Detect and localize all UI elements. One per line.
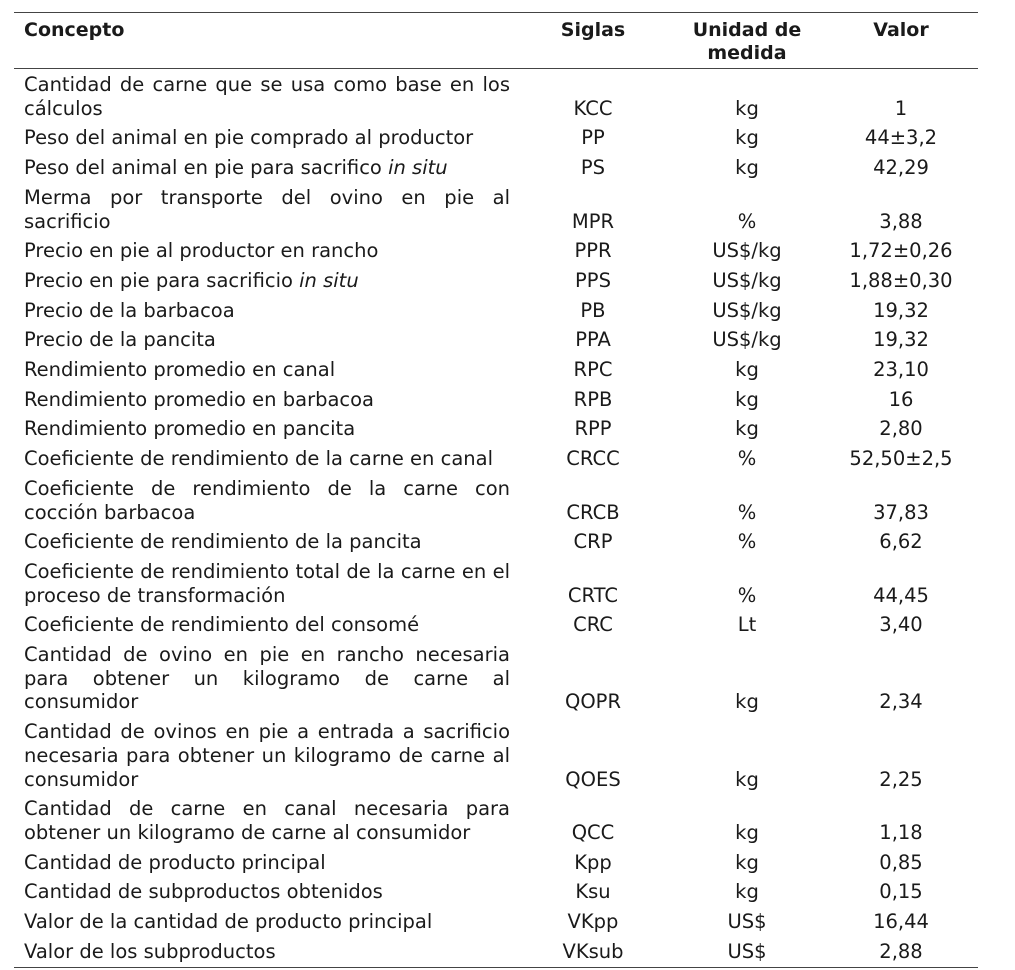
table-row xyxy=(14,183,978,236)
cell-unidad: kg xyxy=(735,820,759,844)
cell-siglas: Ksu xyxy=(575,880,611,904)
cell-unidad: % xyxy=(737,447,757,471)
cell-siglas: QOES xyxy=(565,767,621,791)
cell-valor: 2,34 xyxy=(879,690,923,714)
cell-valor: 1,72±0,26 xyxy=(849,239,953,263)
cell-siglas: PPR xyxy=(574,239,612,263)
cell-unidad: US$ xyxy=(727,939,767,963)
table-row xyxy=(14,907,978,937)
cell-siglas: RPP xyxy=(574,417,612,441)
table-row xyxy=(14,848,978,878)
cell-valor: 0,15 xyxy=(879,880,923,904)
table-row xyxy=(14,717,978,794)
cell-unidad: kg xyxy=(735,358,759,382)
cell-valor: 23,10 xyxy=(873,358,929,382)
cell-unidad: US$/kg xyxy=(712,328,782,352)
cell-siglas: PP xyxy=(581,126,605,150)
table-header xyxy=(14,13,978,69)
cell-siglas: PB xyxy=(580,298,606,322)
cell-concepto: Cantidad de ovino en pie en rancho necesaria para obtener un kilogramo de carne al consumidor xyxy=(24,643,510,714)
cell-valor: 1 xyxy=(894,96,908,120)
cell-unidad: kg xyxy=(735,387,759,411)
cell-unidad: US$/kg xyxy=(712,298,782,322)
cell-concepto: Precio de la barbacoa xyxy=(24,298,235,322)
cell-siglas: CRCC xyxy=(566,447,620,471)
cell-siglas: PPA xyxy=(575,328,611,352)
cell-valor: 42,29 xyxy=(873,156,929,180)
cell-concepto xyxy=(14,153,516,183)
cell-siglas: PS xyxy=(580,156,606,180)
cell-siglas: PPS xyxy=(575,268,611,292)
cell-valor: 37,83 xyxy=(873,500,929,524)
cell-unidad: kg xyxy=(735,850,759,874)
cell-unidad: % xyxy=(737,500,757,524)
cell-siglas: QOPR xyxy=(564,690,621,714)
cell-unidad: % xyxy=(737,583,757,607)
table-row xyxy=(14,474,978,527)
cell-valor: 2,88 xyxy=(879,939,923,963)
cell-valor: 1,88±0,30 xyxy=(849,268,953,292)
table-row xyxy=(14,266,978,296)
cell-unidad: Lt xyxy=(737,613,757,637)
cell-valor: 16,44 xyxy=(873,910,929,934)
cell-valor: 3,40 xyxy=(879,613,923,637)
concepto-text: Precio en pie para sacrificio xyxy=(24,268,300,292)
cell-siglas: KCC xyxy=(573,96,613,120)
cell-unidad: kg xyxy=(735,417,759,441)
cell-concepto: Coeficiente de rendimiento total de la carne en el proceso de transformación xyxy=(24,559,510,607)
cell-siglas: QCC xyxy=(571,820,615,844)
cell-valor: 52,50±2,5 xyxy=(849,447,953,471)
table-row xyxy=(14,444,978,474)
cell-unidad: kg xyxy=(735,96,759,120)
table-body xyxy=(14,69,978,968)
table-row xyxy=(14,610,978,640)
cell-siglas: RPB xyxy=(573,387,613,411)
header-unidad xyxy=(670,13,824,69)
cell-concepto: Cantidad de ovinos en pie a entrada a sacrificio necesaria para obtener un kilogramo de carne al consumidor xyxy=(24,720,510,791)
cell-concepto: Coeficiente de rendimiento de la carne con cocción barbacoa xyxy=(24,476,510,524)
cell-unidad: kg xyxy=(735,880,759,904)
cell-concepto: Cantidad de subproductos obtenidos xyxy=(24,880,383,904)
cell-valor: 0,85 xyxy=(879,850,923,874)
header-row xyxy=(14,13,978,69)
cell-valor: 2,25 xyxy=(879,767,923,791)
table-row xyxy=(14,236,978,266)
table-row xyxy=(14,153,978,183)
header-siglas: Siglas xyxy=(560,19,626,41)
cell-unidad: kg xyxy=(735,690,759,714)
cell-concepto: Peso del animal en pie comprado al productor xyxy=(24,126,474,150)
cell-siglas: MPR xyxy=(571,209,615,233)
cell-unidad: % xyxy=(737,209,757,233)
cell-siglas: CRTC xyxy=(567,583,619,607)
cell-unidad: % xyxy=(737,530,757,554)
parameters-table xyxy=(14,12,978,968)
cell-valor: 44±3,2 xyxy=(864,126,938,150)
cell-concepto: Rendimiento promedio en canal xyxy=(24,358,336,382)
cell-siglas: VKpp xyxy=(567,910,619,934)
table-row xyxy=(14,557,978,610)
header-concepto: Concepto xyxy=(24,19,125,41)
concepto-italic: in situ xyxy=(388,156,448,180)
cell-concepto: Rendimiento promedio en barbacoa xyxy=(24,387,375,411)
cell-siglas: Kpp xyxy=(574,850,612,874)
cell-valor: 19,32 xyxy=(873,298,929,322)
table-row xyxy=(14,414,978,444)
table-row xyxy=(14,794,978,847)
cell-concepto: Coeficiente de rendimiento de la carne en canal xyxy=(24,447,494,471)
cell-valor: 3,88 xyxy=(879,209,923,233)
table-row xyxy=(14,123,978,153)
cell-concepto: Cantidad de producto principal xyxy=(24,850,326,874)
cell-unidad: US$ xyxy=(727,910,767,934)
cell-valor: 16 xyxy=(888,387,914,411)
cell-valor: 1,18 xyxy=(879,820,923,844)
cell-unidad: kg xyxy=(735,156,759,180)
table-row xyxy=(14,296,978,326)
cell-concepto: Valor de la cantidad de producto principal xyxy=(24,910,433,934)
cell-concepto: Coeficiente de rendimiento de la pancita xyxy=(24,530,422,554)
table-row xyxy=(14,937,978,967)
header-unidad-text: Unidad de medida xyxy=(692,19,802,64)
table-row xyxy=(14,877,978,907)
cell-unidad: kg xyxy=(735,767,759,791)
cell-siglas: CRP xyxy=(573,530,613,554)
cell-unidad: US$/kg xyxy=(712,268,782,292)
cell-valor: 6,62 xyxy=(879,530,923,554)
cell-unidad: kg xyxy=(735,126,759,150)
table-row xyxy=(14,69,978,124)
table-row xyxy=(14,527,978,557)
header-valor: Valor xyxy=(873,19,929,41)
cell-siglas: VKsub xyxy=(562,939,624,963)
table-row xyxy=(14,325,978,355)
data-table-container xyxy=(14,12,978,968)
table-row xyxy=(14,640,978,717)
concepto-text: Peso del animal en pie para sacrifico xyxy=(24,156,389,180)
concepto-italic: in situ xyxy=(299,268,359,292)
cell-concepto: Cantidad de carne que se usa como base en los cálculos xyxy=(24,73,510,120)
cell-concepto: Precio de la pancita xyxy=(24,328,216,352)
cell-concepto: Cantidad de carne en canal necesaria para obtener un kilogramo de carne al consumidor xyxy=(24,797,510,844)
cell-valor: 44,45 xyxy=(873,583,929,607)
cell-concepto: Precio en pie al productor en rancho xyxy=(24,239,379,263)
cell-siglas: RPC xyxy=(573,358,613,382)
cell-valor: 2,80 xyxy=(879,417,923,441)
cell-concepto xyxy=(14,266,516,296)
cell-unidad: US$/kg xyxy=(712,239,782,263)
cell-siglas: CRC xyxy=(573,613,613,637)
cell-siglas: CRCB xyxy=(566,500,620,524)
table-row xyxy=(14,355,978,385)
cell-concepto: Merma por transporte del ovino en pie al sacrificio xyxy=(24,185,510,233)
cell-concepto: Rendimiento promedio en pancita xyxy=(24,417,356,441)
cell-valor: 19,32 xyxy=(873,328,929,352)
table-row xyxy=(14,385,978,415)
cell-concepto: Valor de los subproductos xyxy=(24,939,276,963)
cell-concepto: Coeficiente de rendimiento del consomé xyxy=(24,613,420,637)
